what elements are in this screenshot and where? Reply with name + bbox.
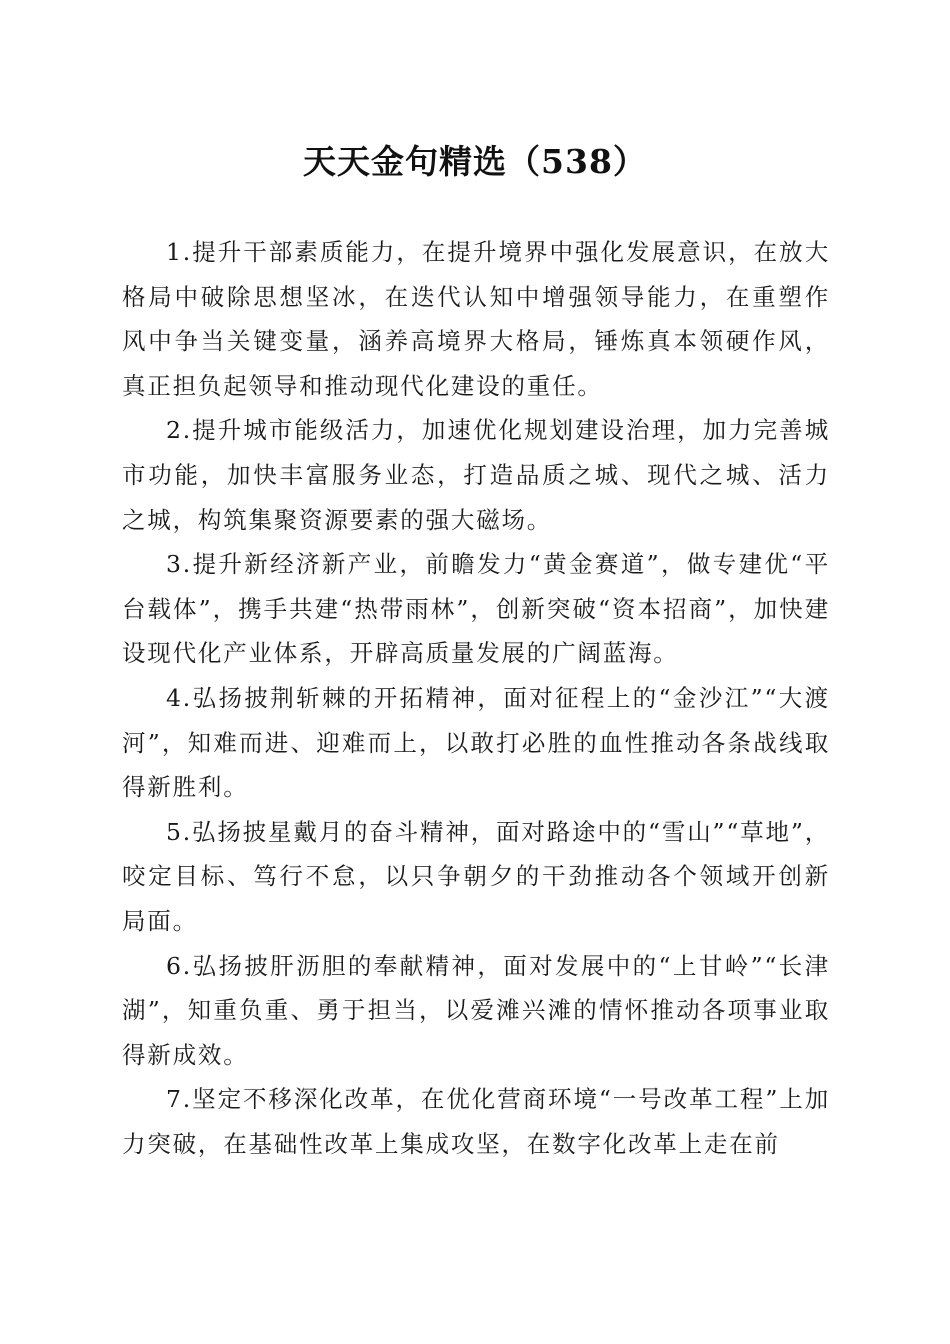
paragraph-7: 7.坚定不移深化改革，在优化营商环境“一号改革工程”上加力突破，在基础性改革上集成攻坚，在数字化改革上走在前 <box>122 1085 830 1158</box>
paragraph-5: 5.弘扬披星戴月的奋斗精神，面对路途中的“雪山”“草地”，咬定目标、笃行不怠，以只争朝夕的干劲推动各个领域开创新局面。 <box>122 817 830 935</box>
paragraph-3: 3.提升新经济新产业，前瞻发力“黄金赛道”，做专建优“平台载体”，携手共建“热带雨林”，创新突破“资本招商”，加快建设现代化产业体系，开辟高质量发展的广阔蓝海。 <box>122 550 830 668</box>
document-title: 天天金句精选（538） <box>303 142 647 181</box>
paragraph-1: 1.提升干部素质能力，在提升境界中强化发展意识，在放大格局中破除思想坚冰，在迭代认知中增强领导能力，在重塑作风中争当关键变量，涵养高境界大格局，锤炼真本领硬作风，真正担负起领导和推动现代化建设的重任。 <box>122 238 830 400</box>
paragraph-6: 6.弘扬披肝沥胆的奉献精神，面对发展中的“上甘岭”“长津湖”，知重负重、勇于担当，以爱滩兴滩的情怀推动各项事业取得新成效。 <box>122 951 830 1069</box>
document-body <box>122 230 830 1166</box>
paragraph-2: 2.提升城市能级活力，加速优化规划建设治理，加力完善城市功能，加快丰富服务业态，打造品质之城、现代之城、活力之城，构筑集聚资源要素的强大磁场。 <box>122 416 830 534</box>
paragraph-4: 4.弘扬披荆斩棘的开拓精神，面对征程上的“金沙江”“大渡河”，知难而进、迎难而上，以敢打必胜的血性推动各条战线取得新胜利。 <box>122 683 830 802</box>
